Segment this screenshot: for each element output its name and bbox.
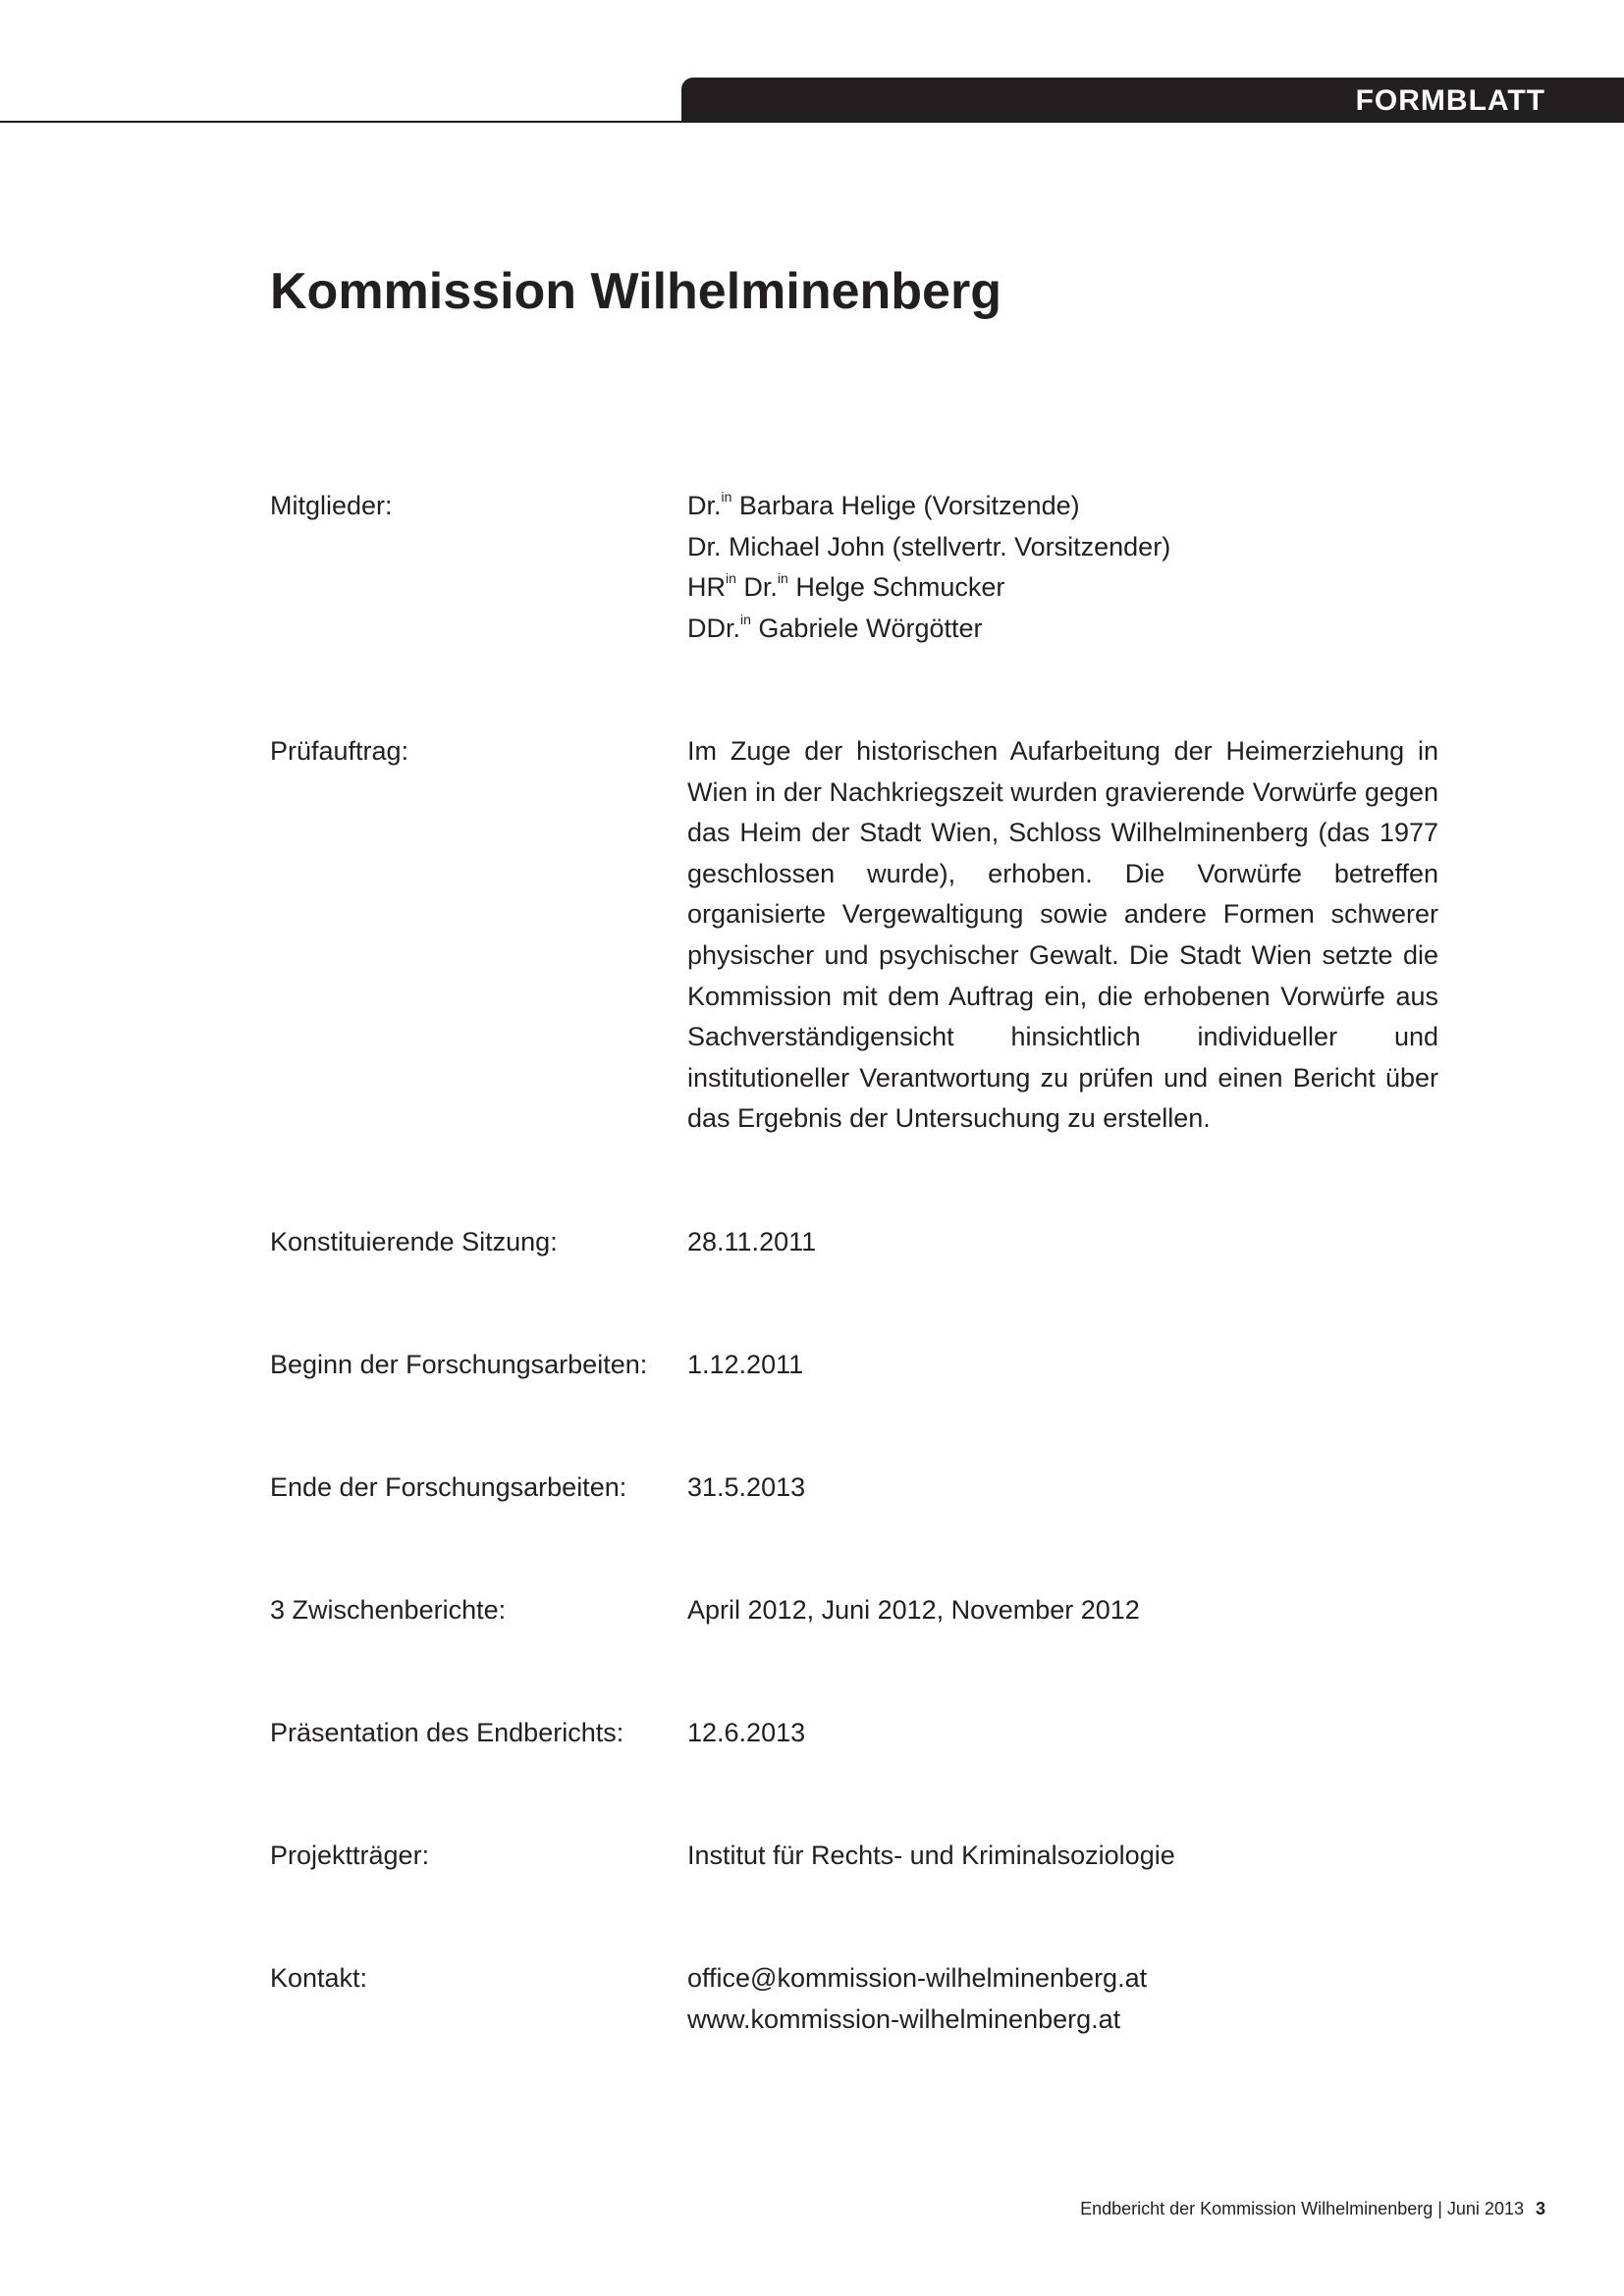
field-label: Prüfauftrag: [270,736,409,766]
contact-website[interactable]: www.kommission-wilhelminenberg.at [687,2003,1121,2034]
field-label: 3 Zwischenberichte: [270,1595,507,1625]
members-list [687,486,1438,649]
field-value: Institut für Rechts- und Kriminalsoziologie [687,1841,1175,1870]
field-value: 28.11.2011 [687,1227,817,1256]
field-value: 12.6.2013 [687,1718,806,1747]
member-item: $HR^{in}$ Dr.$^{in}$ Helge Schmucker [687,570,1005,603]
field-value [687,1958,1438,2040]
field-value: April 2012, Juni 2012, November 2012 [687,1595,1140,1625]
member-item: DDr.$^{in}$ Gabriele Wörgötter [687,611,983,643]
member-item: Dr. Michael John (stellvertr. Vorsitzender) [687,531,1171,561]
field-value [687,731,1438,1140]
field-label: Konstituierende Sitzung: [270,1227,558,1256]
page-title: Kommission Wilhelminenberg [270,263,1001,320]
field-value: 31.5.2013 [687,1472,806,1502]
page-number: 3 [1535,2199,1545,2218]
footer-text: Endbericht der Kommission Wilhelminenberg | Juni 2013 [1080,2199,1524,2218]
field-value: 1.12.2011 [687,1350,804,1379]
field-label: Projektträger: [270,1841,430,1870]
member-item: Dr.$^{in}$ Barbara Helige (Vorsitzende) [687,489,1080,520]
field-label: Kontakt: [270,1963,368,1993]
page-footer [1080,2197,1545,2220]
field-label: Präsentation des Endberichts: [270,1718,624,1747]
field-label: Mitglieder: [270,491,393,520]
field-label: Beginn der Forschungsarbeiten: [270,1350,648,1379]
contact-email[interactable]: office@kommission-wilhelminenberg.at [687,1963,1148,1993]
pruefauftrag-text: Im Zuge der historischen Aufarbeitung der Heimerziehung in Wien in der Nachkriegszeit wurden gravierende Vorwürfe gegen das Heim der Stadt Wien, Schloss Wilhelminenberg (das 1977 geschlossen wurde), erhoben. Die Vorwürfe betreffen organisierte Vergewaltigung sowie andere Formen schwerer physischer und psychischer Gewalt. Die Stadt Wien setzte die Kommission mit dem Auftrag ein, die erhobenen Vorwürfe aus Sachverständigensicht hinsichtlich individueller und institutioneller Verantwortung zu prüfen und einen Bericht über das Ergebnis der Untersuchung zu erstellen. [687,736,1438,1134]
field-label: Ende der Forschungsarbeiten: [270,1472,627,1502]
section-label: FORMBLATT [1355,84,1545,117]
